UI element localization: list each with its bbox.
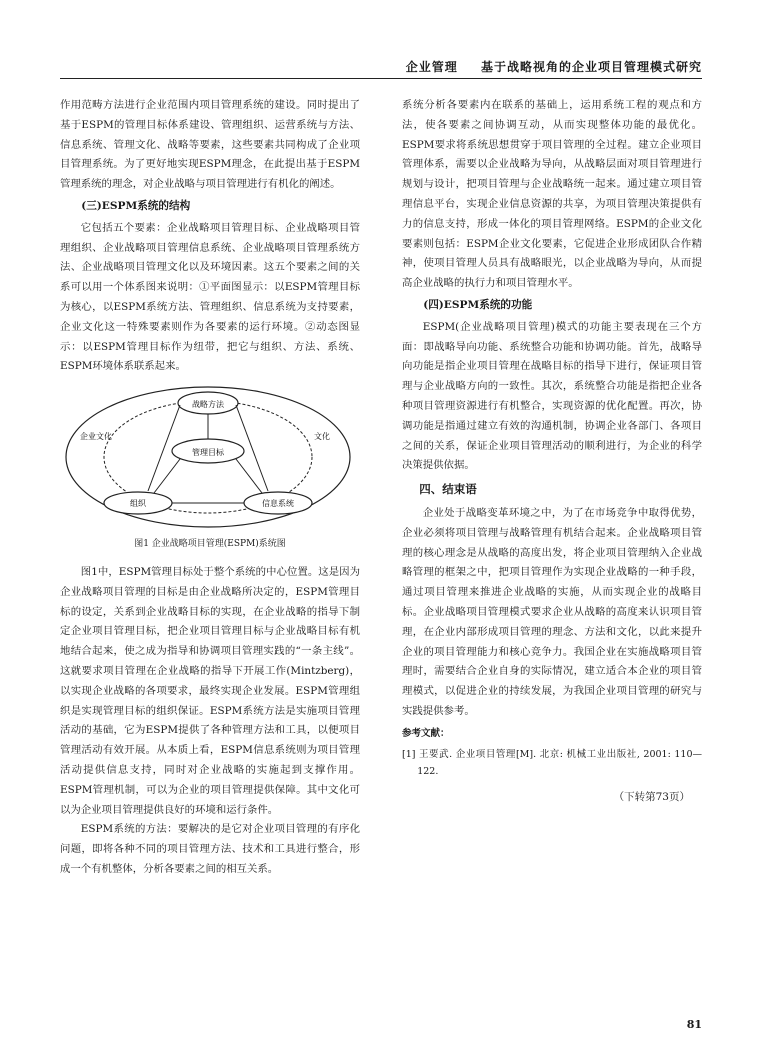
paragraph: ESPM(企业战略项目管理)模式的功能主要表现在三个方面：即战略导向功能、系统整合功能和协调功能。首先，战略导向功能是指企业项目管理在战略目标的指导下进行，保证项目管理与企业战略方向的一致性。其次，系统整合功能是指把企业各种项目管理资源进行有机整合，实现资源的优化配置。再次，协调功能是指通过建立有效的沟通机制，协调企业各部门、各项目之间的关系，保证企业项目管理活动的顺利进行，为企业的科学决策提供依据。 bbox=[402, 320, 702, 472]
label-goal: 管理目标 bbox=[192, 448, 224, 458]
paragraph: 图1中，ESPM管理目标处于整个系统的中心位置。这是因为企业战略项目管理的目标是由企业战略所决定的，ESPM管理目标的设定，关系到企业战略目标的实现，在企业战略的指导下制定企业项目管理目标，把企业项目管理目标与企业战略目标有机地结合起来，使之成为指导和协调项目管理实践的“一条主线”。这就要求项目管理在企业战略的指导下开展工作(Mintzberg)，以实现企业战略的各项要求，最终实现企业发展。ESPM管理组织是实现管理目标的组织保证。ESPM系统方法是实施项目管理活动的基础，它为ESPM提供了各种管理方法和工具，以便项目管理活动有效开展。从本质上看，ESPM信息系统则为项目管理活动提供信息支持，同时对企业战略的实施起到支撑作用。ESPM管理机制，可以为企业的项目管理提供保障。其中文化可以为企业项目管理提供良好的环境和运行条件。 bbox=[60, 565, 360, 816]
label-culture: 文化 bbox=[314, 432, 330, 442]
diagram-svg bbox=[60, 381, 360, 531]
header-article-title: 基于战略视角的企业项目管理模式研究 bbox=[480, 60, 702, 74]
header-column: 企业管理 bbox=[405, 60, 458, 74]
label-organization: 组织 bbox=[130, 499, 146, 509]
section-heading: (四)ESPM系统的功能 bbox=[423, 298, 533, 311]
header-text bbox=[406, 58, 702, 75]
running-header bbox=[60, 56, 702, 79]
section-heading: (三)ESPM系统的结构 bbox=[81, 199, 191, 212]
left-column bbox=[60, 96, 360, 880]
page-number: 81 bbox=[686, 1018, 702, 1031]
paragraph: 它包括五个要素：企业战略项目管理目标、企业战略项目管理组织、企业战略项目管理信息系统、企业战略项目管理系统方法、企业战略项目管理文化以及环境因素。这五个要素之间的关系可以用一个体系图来说明：①平面图显示：以ESPM管理目标为核心，以ESPM系统方法、管理组织、信息系统为支持要素，企业文化这一特殊要素则作为各要素的运行环境。②动态图显示：以ESPM管理目标作为纽带，把它与组织、方法、系统、ESPM环境体系联系起来。 bbox=[60, 221, 360, 373]
espm-system-diagram bbox=[60, 381, 360, 531]
paragraph: 企业处于战略变革环境之中，为了在市场竞争中取得优势，企业必须将项目管理与战略管理有机结合起来。企业战略项目管理的核心理念是从战略的高度出发，将企业项目管理纳入企业战略管理的框架之中，把项目管理作为实现企业战略的一种手段，通过项目管理来推进企业战略的实施，从而实现企业的战略目标。企业战略项目管理模式要求企业从战略的高度来认识项目管理，在企业内部形成项目管理的理念、方法和文化，以此来提升企业的项目管理能力和核心竞争力。我国企业在实施战略项目管理时，需要结合企业自身的实际情况，建立适合本企业的项目管理模式，以促进企业的持续发展，为我国企业项目管理的研究与实践提供参考。 bbox=[402, 506, 702, 717]
paragraph: 系统分析各要素内在联系的基础上，运用系统工程的观点和方法，使各要素之间协调互动，从而实现整体功能的最优化。ESPM要求将系统思想贯穿于项目管理的全过程。建立企业项目管理体系，需要以企业战略为导向，从战略层面对项目管理进行规划与设计，把项目管理与企业战略统一起来。通过建立项目管理信息平台，实现企业信息资源的共享，为项目管理决策提供有力的信息支持，形成一体化的项目管理网络。ESPM的企业文化要素则包括：ESPM企业文化要素，它促进企业形成团队合作精神，使项目管理人员具有战略眼光，以企业战略为导向，从而提高企业战略的执行力和项目管理水平。 bbox=[402, 99, 702, 290]
label-enterprise-culture: 企业文化 bbox=[80, 432, 112, 442]
label-method: 战略方法 bbox=[192, 400, 224, 410]
label-info-system: 信息系统 bbox=[262, 499, 294, 509]
figure-caption: 图1 企业战略项目管理(ESPM)系统图 bbox=[134, 539, 286, 550]
paragraph: 作用范畴方法进行企业范围内项目管理系统的建设。同时提出了基于ESPM的管理目标体系建设、管理组织、运营系统与方法、信息系统、管理文化、战略等要素，这些要素共同构成了企业项目管理系统。为了更好地实现ESPM理念，在此提出基于ESPM管理系统的理念，对企业战略与项目管理进行有机化的阐述。 bbox=[60, 99, 360, 191]
section-heading: 四、结束语 bbox=[419, 482, 477, 497]
paragraph: ESPM系统的方法：要解决的是它对企业项目管理的有序化问题，即将各种不同的项目管理方法、技术和工具进行整合，形成一个有机整体，分析各要素之间的相互关系。 bbox=[60, 823, 360, 875]
references-title: 参考文献： bbox=[402, 727, 450, 739]
reference-item: [1] 王要武. 企业项目管理[M]. 北京: 机械工业出版社, 2001: 110—122. bbox=[402, 748, 702, 777]
right-column bbox=[402, 96, 702, 807]
continued-note: （下转第73页） bbox=[613, 790, 690, 803]
